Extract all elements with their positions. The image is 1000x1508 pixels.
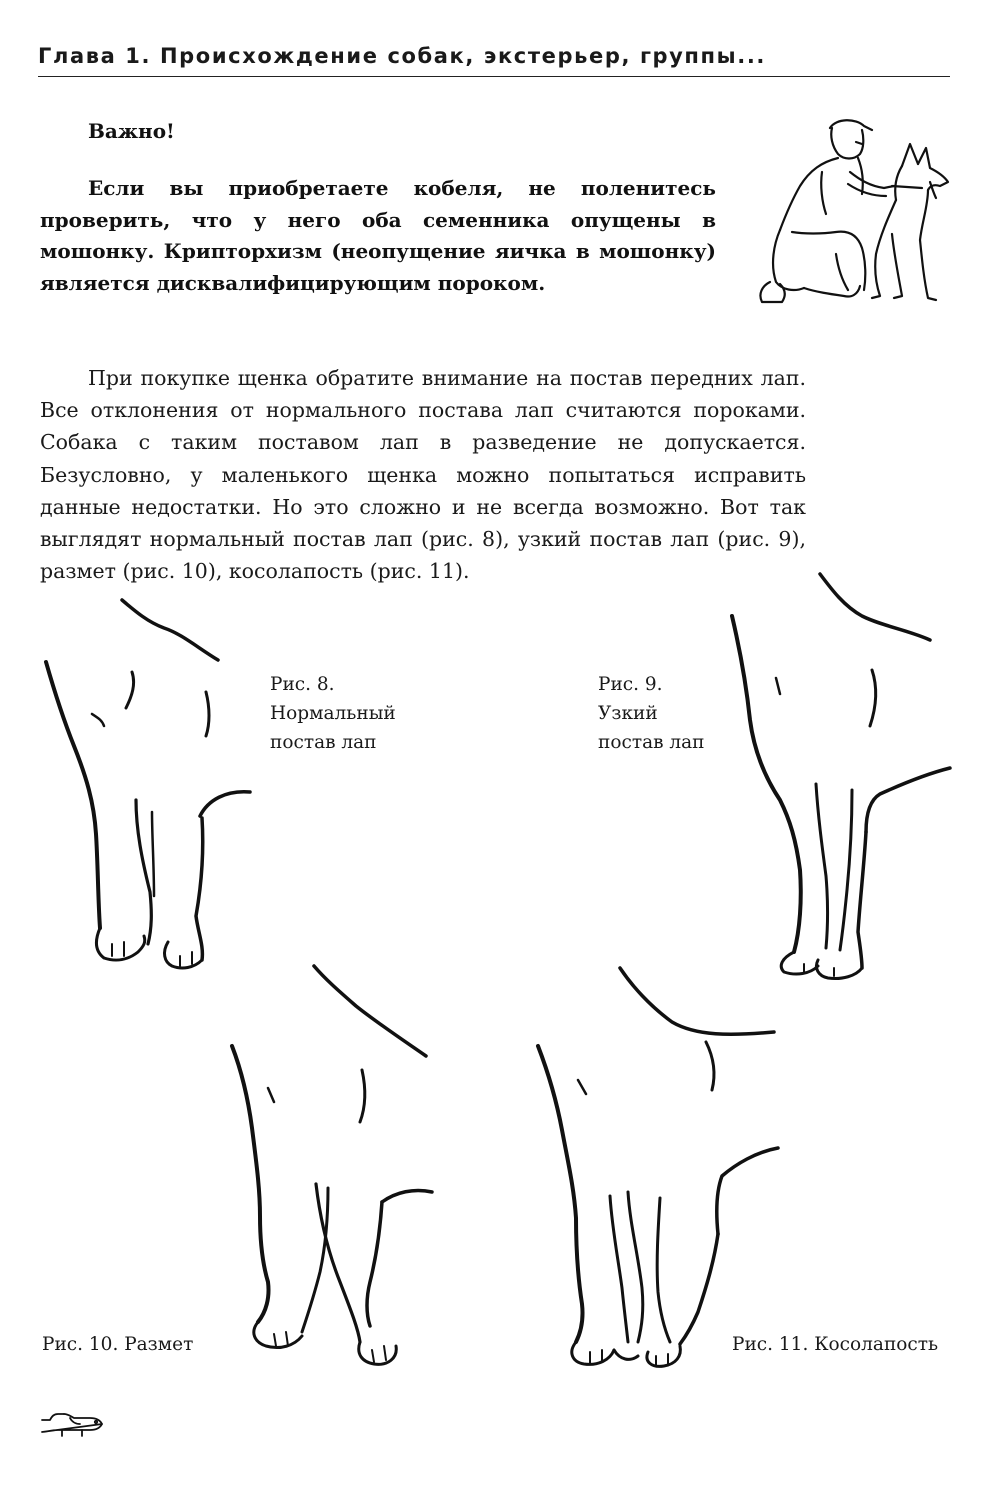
fig8-illustration <box>40 596 280 996</box>
man-with-dog-illustration <box>752 114 952 314</box>
fig9-caption: Рис. 9. Узкий постав лап <box>598 674 705 753</box>
chapter-header: Глава 1. Происхождение собак, экстерьер, группы... <box>38 44 766 68</box>
dachshund-icon <box>40 1410 104 1438</box>
fig11-caption: Рис. 11. Косолапость <box>732 1334 939 1355</box>
fig9-illustration <box>720 570 960 990</box>
important-note: Если вы приобретаете кобеля, не поленитесь проверить, что у него оба семенника опущены в мошонку. Крипторхизм (неопущение яичка в мошонку) является дисквалифицирующим пороком. <box>40 176 716 295</box>
fig10-caption: Рис. 10. Размет <box>42 1334 194 1355</box>
fig11-illustration <box>530 962 790 1382</box>
fig8-caption: Рис. 8. Нормальный постав лап <box>270 674 396 753</box>
body-paragraph: При покупке щенка обратите внимание на постав передних лап. Все отклонения от нормального постава лап считаются пороками. Собака с таким поставом лап в разведение не допускается. Безусловно, у маленького щенка можно попытаться исправить данные недостатки. Но это сложно и не всегда возможно. Вот так выглядят нормальный постав лап (рис. 8), узкий постав лап (рис. 9), размет (рис. 10), косолапость (рис. 11). <box>40 366 806 584</box>
header-divider <box>38 76 950 77</box>
fig10-illustration <box>220 962 450 1382</box>
important-title: Важно! <box>88 119 175 143</box>
